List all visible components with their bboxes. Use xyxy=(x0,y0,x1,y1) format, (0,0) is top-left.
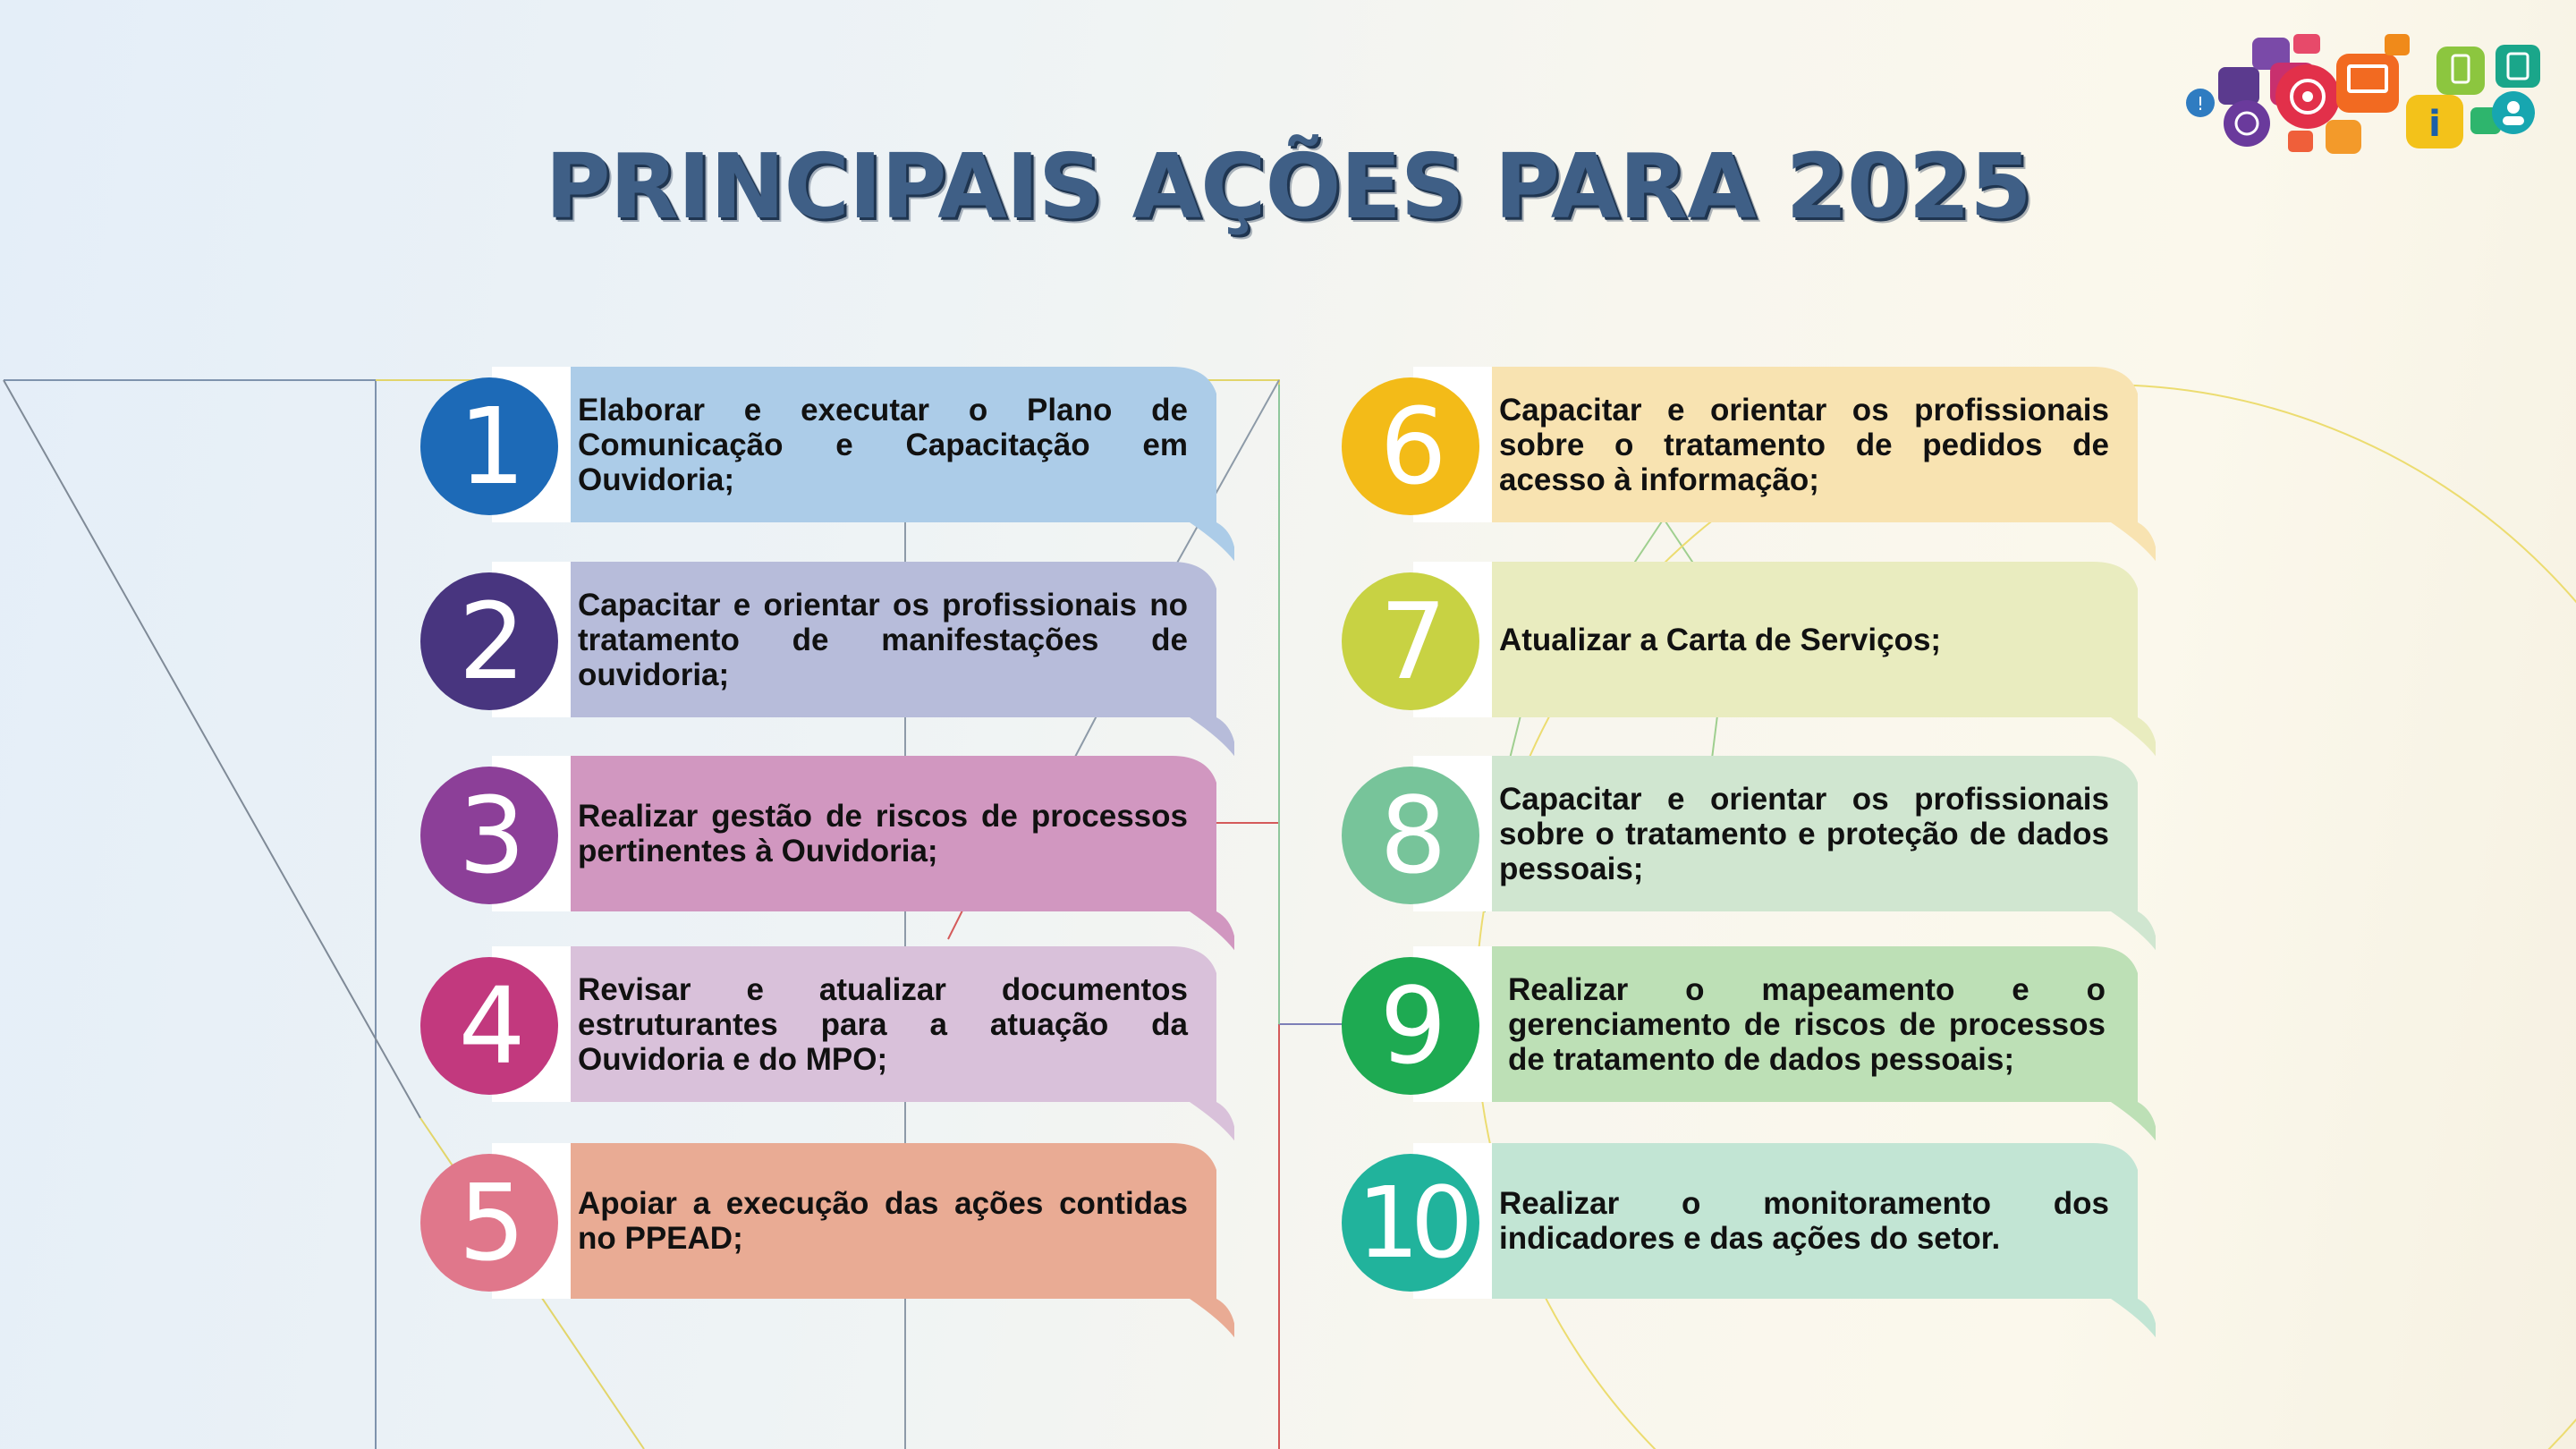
action-item-7 xyxy=(1342,562,2156,758)
action-text: Capacitar e orientar os profissionais no tratamento de manifestações de ouvidoria; xyxy=(578,587,1188,692)
action-text: Apoiar a execução das ações contidas no PPEAD; xyxy=(578,1186,1188,1256)
number-badge: 9 xyxy=(1342,957,1479,1095)
action-item-6 xyxy=(1342,367,2156,564)
action-item-5 xyxy=(420,1143,1234,1340)
action-item-2 xyxy=(420,562,1234,758)
number-badge: 2 xyxy=(420,572,558,710)
action-item-8 xyxy=(1342,756,2156,953)
action-text: Atualizar a Carta de Serviços; xyxy=(1499,622,1942,657)
svg-text:!: ! xyxy=(2196,93,2205,114)
number-badge: 3 xyxy=(420,767,558,904)
action-item-10 xyxy=(1342,1143,2156,1340)
action-item-1 xyxy=(420,367,1234,564)
action-text: Revisar e atualizar documentos estruturantes para a atuação da Ouvidoria e do MPO; xyxy=(578,971,1188,1077)
number-badge: 8 xyxy=(1342,767,1479,904)
action-text: Capacitar e orientar os profissionais sobre o tratamento de pedidos de acesso à informação; xyxy=(1499,392,2109,497)
page-title: PRINCIPAIS AÇÕES PARA 2025 xyxy=(545,134,2031,239)
action-text: Elaborar e executar o Plano de Comunicação e Capacitação em Ouvidoria; xyxy=(578,392,1188,497)
action-item-9 xyxy=(1342,946,2156,1143)
number-badge: 10 xyxy=(1342,1154,1479,1292)
number-badge: 1 xyxy=(420,377,558,515)
svg-text:i: i xyxy=(2428,104,2441,145)
action-text: Capacitar e orientar os profissionais sobre o tratamento e proteção de dados pessoais; xyxy=(1499,781,2109,886)
number-badge: 7 xyxy=(1342,572,1479,710)
action-item-3 xyxy=(420,756,1234,953)
action-text: Realizar o monitoramento dos indicadores e das ações do setor. xyxy=(1499,1186,2109,1256)
action-text: Realizar gestão de riscos de processos pertinentes à Ouvidoria; xyxy=(578,799,1188,869)
action-item-4 xyxy=(420,946,1234,1143)
number-badge: 6 xyxy=(1342,377,1479,515)
action-text: Realizar o mapeamento e o gerenciamento de riscos de processos de tratamento de dados pessoais; xyxy=(1508,971,2106,1077)
number-badge: 4 xyxy=(420,957,558,1095)
number-badge: 5 xyxy=(420,1154,558,1292)
communication-icons-logo xyxy=(2182,27,2558,170)
